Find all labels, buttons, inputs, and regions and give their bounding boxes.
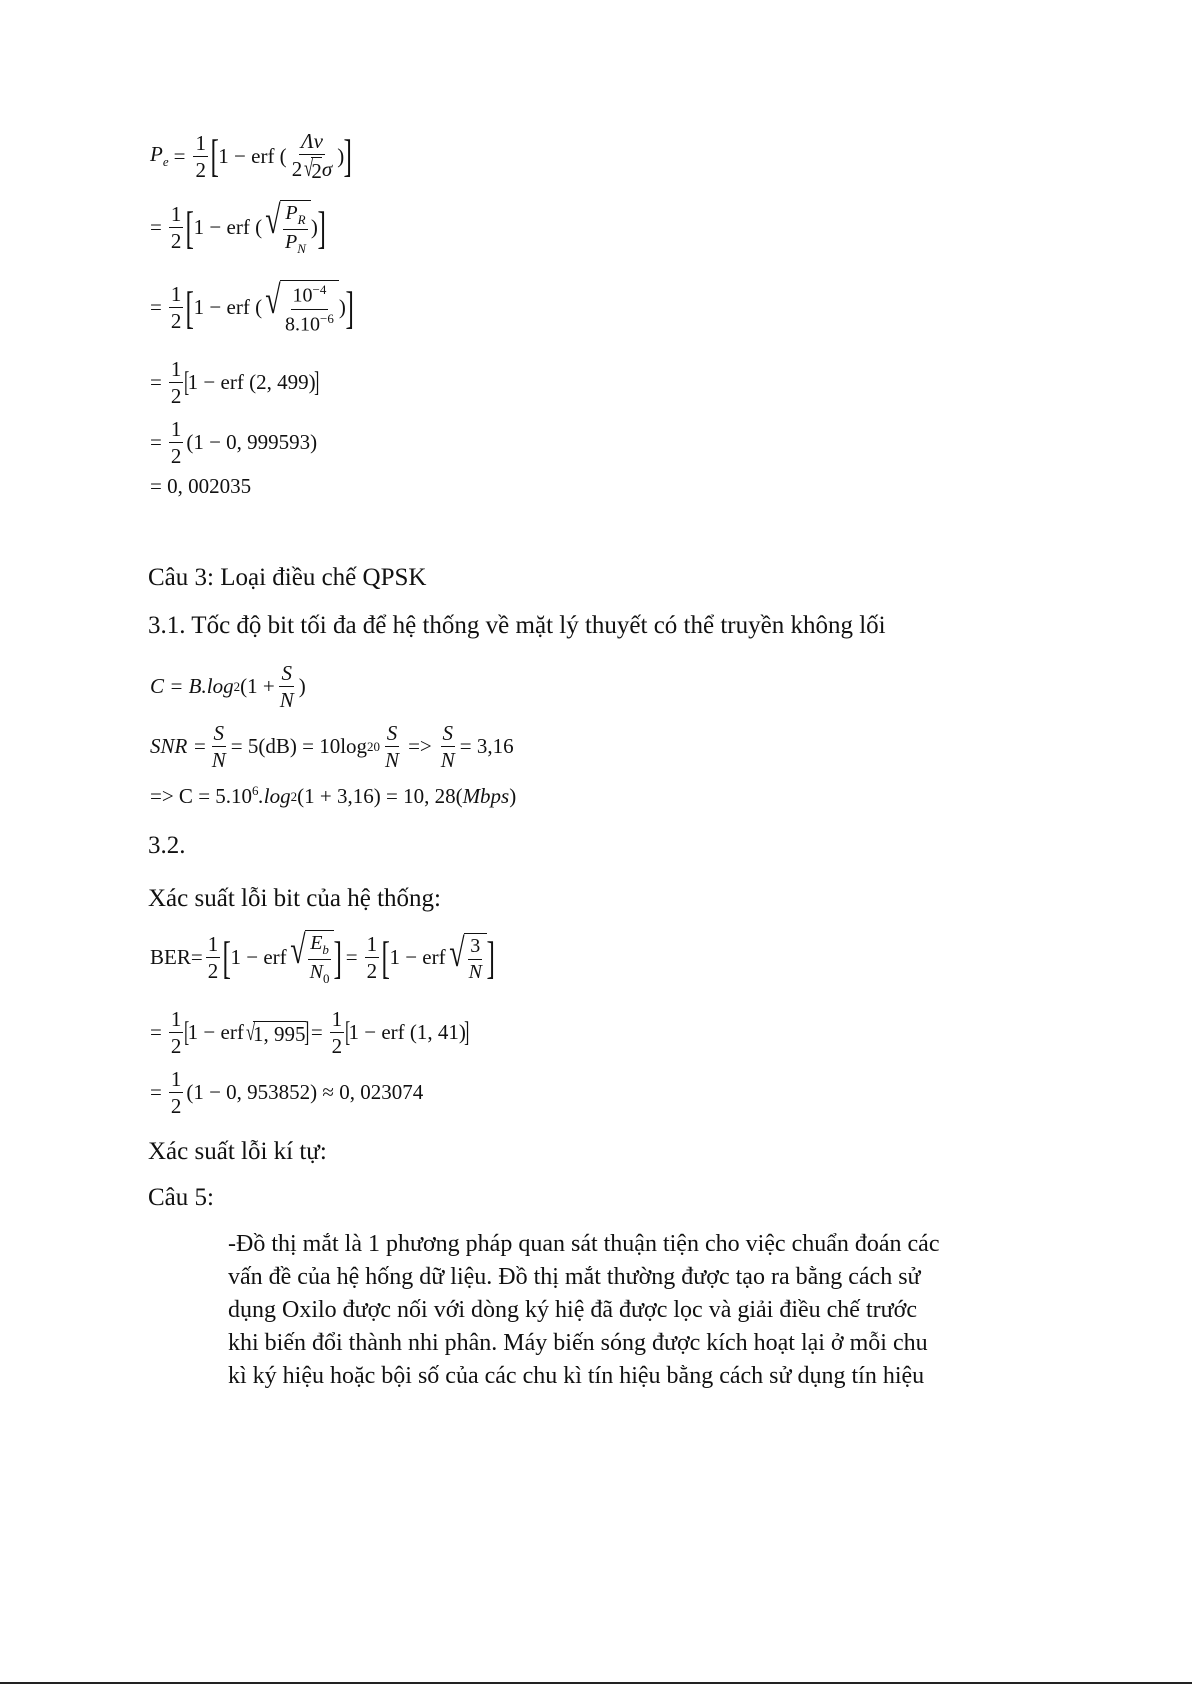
equation-ber-line-2: = $\frac{1}{2}$ [ 1 − erf √ 1, 995 ] = $\frac{1}{2}$ [ 1 − erf (1, 41) ] — [150, 1007, 470, 1059]
sqrt-pr-pn: √ $\frac{P_R}{P_N}$ — [262, 200, 311, 255]
fraction-half: $\frac{1}{2}$ — [195, 130, 206, 182]
paragraph-line: dụng Oxilo được nối với dòng ký hiệ đã được lọc và giải điều chế trước — [228, 1297, 917, 1323]
cau5-paragraph — [228, 1228, 1048, 1393]
equation-line-2: = $\frac{1}{2}$ [ 1 − erf ( √ $\frac{P_R}{P_N}$ ) ] — [150, 197, 326, 256]
equation-capacity-result: => C = 5.10 $^6$ .log 2 (1 + 3,16) = 10, 28( Mbps ) — [150, 783, 517, 808]
equation-pe: $P_e$ = $\frac{1}{2}$ [ 1 − erf ( Λv 2 √ 2 σ ) ] — [150, 129, 353, 184]
cau5-heading: Câu 5: — [148, 1184, 214, 1211]
equation-line-4: = $\frac{1}{2}$ [ 1 − erf (2, 499) ] — [150, 357, 319, 409]
section-3-1-heading: 3.1. Tốc độ bit tối đa để hệ thống về mặt lý thuyết có thể truyền không lối — [148, 612, 886, 639]
sqrt-ratio: √ $\frac{10^{-4}}{8.10^{-6}}$ — [262, 280, 339, 335]
equation-capacity: C = B.log 2 (1 + $\frac{S}{N}$ ) — [150, 661, 306, 713]
cau3-heading: Câu 3: Loại điều chế QPSK — [148, 564, 427, 591]
fraction-delta-v: Λv 2 √ 2 σ — [291, 129, 333, 184]
section-3-2-heading: 3.2. — [148, 832, 186, 859]
paragraph-line: -Đồ thị mắt là 1 phương pháp quan sát thuận tiện cho việc chuẩn đoán các — [228, 1231, 940, 1257]
pe-symbol: $P_e$ — [150, 141, 169, 170]
erf-expression: 1 − erf ( — [218, 143, 287, 168]
equation-line-6: = 0, 002035 — [150, 474, 252, 498]
equation-line-5: = $\frac{1}{2}$ (1 − 0, 999593) — [150, 417, 318, 469]
equation-ber-line-3: = $\frac{1}{2}$ (1 − 0, 953852) ≈ 0, 023074 — [150, 1067, 424, 1119]
paragraph-line: khi biến đổi thành nhi phân. Máy biến sóng được kích hoạt lại ở mỗi chu — [228, 1330, 928, 1356]
equation-snr: SNR = $\frac{S}{N}$ = 5(dB) = 10log 20 $\frac{S}{N}$ => $\frac{S}{N}$ = 3,16 — [150, 721, 514, 773]
paragraph-line: kì ký hiệu hoặc bội số của các chu kì tín hiệu bằng cách sử dụng tín hiệu — [228, 1363, 925, 1389]
ber-heading: Xác suất lỗi bit của hệ thống: — [148, 885, 441, 912]
equation-line-3: = $\frac{1}{2}$ [ 1 − erf ( √ $\frac{10^{-4}}{8.10^{-6}}$ ) ] — [150, 277, 354, 336]
equals-sign: = — [173, 143, 186, 168]
ser-heading: Xác suất lỗi kí tự: — [148, 1138, 327, 1165]
paragraph-line: vấn đề của hệ hống dữ liệu. Đồ thị mắt thường được tạo ra bằng cách sử — [228, 1264, 921, 1290]
page-bottom-rule — [0, 1682, 1192, 1684]
equation-ber: BER= $\frac{1}{2}$ [ 1 − erf √ $\frac{E_b}{N_0}$ ] = $\frac{1}{2}$ [ 1 − erf √ $\frac{3}{N}$ ] — [150, 927, 495, 986]
